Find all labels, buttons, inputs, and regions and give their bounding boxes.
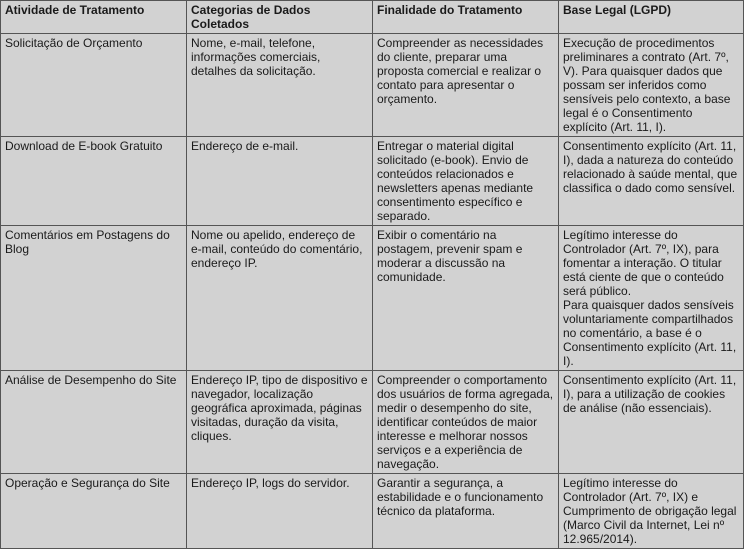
table-row [1, 137, 744, 226]
cell-data-categories: Endereço IP, logs do servidor. [187, 474, 373, 549]
header-data-categories: Categorias de Dados Coletados [187, 1, 373, 34]
cell-data-categories: Nome, e-mail, telefone, informações comerciais, detalhes da solicitação. [187, 34, 373, 137]
header-purpose: Finalidade do Tratamento [373, 1, 559, 34]
cell-data-categories: Endereço IP, tipo de dispositivo e navegador, localização geográfica aproximada, páginas visitadas, duração da visita, cliques. [187, 371, 373, 474]
cell-purpose: Compreender as necessidades do cliente, preparar uma proposta comercial e realizar o contato para apresentar o orçamento. [373, 34, 559, 137]
table-header-row [1, 1, 744, 34]
legal-basis-text: Legítimo interesse do Controlador (Art. 7º, IX) e Cumprimento de obrigação legal (Marco Civil da Internet, Lei nº 12.965/2014). [563, 476, 737, 546]
table-row [1, 474, 744, 549]
cell-legal-basis [559, 226, 744, 371]
cell-activity: Análise de Desempenho do Site [1, 371, 187, 474]
table-row [1, 34, 744, 137]
cell-activity: Operação e Segurança do Site [1, 474, 187, 549]
cell-data-categories: Nome ou apelido, endereço de e-mail, conteúdo do comentário, endereço IP. [187, 226, 373, 371]
cell-purpose: Exibir o comentário na postagem, prevenir spam e moderar a discussão na comunidade. [373, 226, 559, 371]
cell-data-categories: Endereço de e-mail. [187, 137, 373, 226]
legal-basis-text: Legítimo interesse do Controlador (Art. 7º, IX), para fomentar a interação. O titular está ciente de que o conteúdo será público. [563, 228, 724, 298]
cell-legal-basis [559, 137, 744, 226]
header-legal-basis: Base Legal (LGPD) [559, 1, 744, 34]
legal-basis-text: Consentimento explícito (Art. 11, I), dada a natureza do conteúdo relacionado à saúde mental, que classifica o dado como sensível. [563, 139, 738, 195]
legal-basis-sensitive-text: Para quaisquer dados sensíveis voluntariamente compartilhados no comentário, a base é o Consentimento explícito (Art. 11, I). [563, 298, 737, 368]
cell-activity: Comentários em Postagens do Blog [1, 226, 187, 371]
cell-purpose: Entregar o material digital solicitado (e-book). Envio de conteúdos relacionados e newsletters apenas mediante consentimento específico e separado. [373, 137, 559, 226]
legal-basis-text: Execução de procedimentos preliminares a contrato (Art. 7º, V). Para quaisquer dados que possam ser inferidos como sensíveis pelo contexto, a base legal é o Consentimento explícito (Art. 11, I). [563, 36, 731, 134]
cell-legal-basis [559, 371, 744, 474]
table-row [1, 226, 744, 371]
table-row [1, 371, 744, 474]
cell-activity: Download de E-book Gratuito [1, 137, 187, 226]
cell-activity: Solicitação de Orçamento [1, 34, 187, 137]
cell-legal-basis [559, 474, 744, 549]
cell-legal-basis [559, 34, 744, 137]
cell-purpose: Garantir a segurança, a estabilidade e o funcionamento técnico da plataforma. [373, 474, 559, 549]
legal-basis-text: Consentimento explícito (Art. 11, I), para a utilização de cookies de análise (não essenciais). [563, 373, 737, 415]
cell-purpose: Compreender o comportamento dos usuários de forma agregada, medir o desempenho do site, identificar conteúdos de maior interesse e melhorar nossos serviços e a experiência de navegação. [373, 371, 559, 474]
header-activity: Atividade de Tratamento [1, 1, 187, 34]
